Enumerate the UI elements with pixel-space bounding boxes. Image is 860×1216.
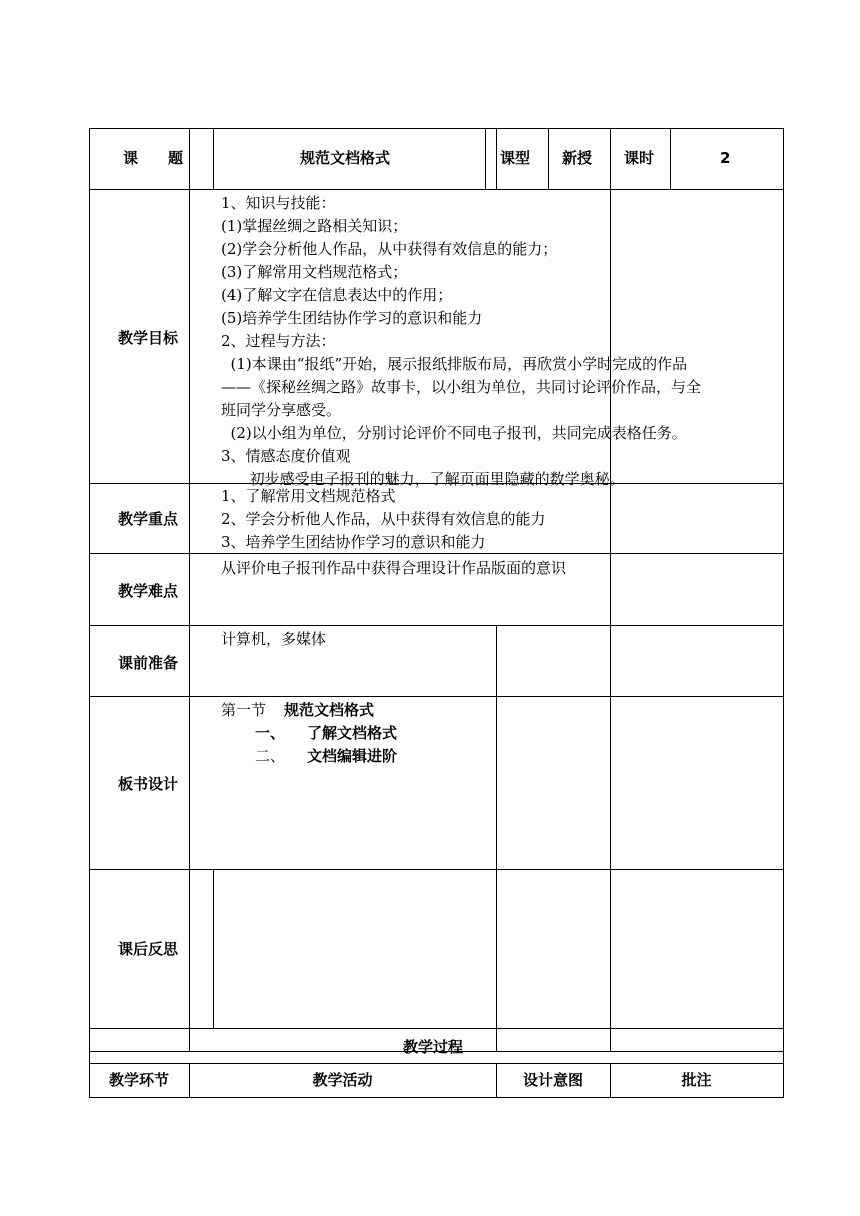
col-divider — [610, 128, 611, 1051]
process-col-activity: 教学活动 — [312, 1071, 373, 1089]
objective-line: 1、知识与技能： — [221, 194, 336, 212]
objective-line: ——《探秘丝绸之路》故事卡，以小组为单位，共同讨论评价作品，与全 — [221, 378, 702, 396]
objective-line: (3)了解常用文档规范格式； — [221, 263, 408, 281]
col-divider — [548, 128, 549, 190]
objective-line: (2)以小组为单位，分别讨论评价不同电子报刊，共同完成表格任务。 — [221, 424, 687, 442]
key-point-line: 3、培养学生团结协作学习的意识和能力 — [221, 533, 486, 551]
objective-line: (4)了解文字在信息表达中的作用； — [221, 286, 453, 304]
objective-line: 2、过程与方法： — [221, 332, 336, 350]
col-divider — [189, 128, 190, 1051]
row-divider — [89, 625, 784, 626]
table-border-bottom — [89, 1097, 784, 1098]
topic-title: 规范文档格式 — [300, 149, 391, 167]
row-divider — [89, 1063, 784, 1064]
lesson-type-value: 新授 — [562, 149, 593, 167]
class-hours-label: 课时 — [624, 149, 655, 167]
objectives-label: 教学目标 — [118, 329, 179, 347]
lesson-type-label: 课型 — [500, 149, 531, 167]
row-divider — [89, 696, 784, 697]
class-hours-value: 2 — [720, 149, 731, 167]
board-item-number: 二、 — [255, 747, 286, 765]
preparation-text: 计算机，多媒体 — [221, 630, 327, 648]
board-design-label: 板书设计 — [118, 775, 179, 793]
board-heading-prefix: 第一节 — [221, 701, 267, 719]
col-divider — [496, 625, 497, 1051]
row-divider — [89, 869, 784, 870]
process-title: 教学过程 — [403, 1038, 464, 1056]
board-item-number: 一、 — [255, 724, 286, 742]
preparation-label: 课前准备 — [118, 654, 179, 672]
table-border-top — [89, 128, 784, 129]
process-col-notes: 批注 — [681, 1071, 712, 1089]
col-divider — [485, 128, 486, 190]
objective-line: (1)本课由“报纸”开始，展示报纸排版布局，再欣赏小学时完成的作品 — [221, 355, 688, 373]
col-divider — [213, 128, 214, 190]
process-col-intent: 设计意图 — [522, 1071, 583, 1089]
reflection-label: 课后反思 — [118, 940, 179, 958]
process-col-stage: 教学环节 — [108, 1071, 169, 1089]
difficulties-label: 教学难点 — [118, 582, 179, 600]
table-border-right — [783, 128, 784, 1098]
col-divider — [496, 128, 497, 190]
objective-line: 班同学分享感受。 — [221, 401, 342, 419]
row-divider — [89, 189, 784, 190]
topic-label: 课 题 — [123, 149, 184, 167]
objective-line: 初步感受电子报刊的魅力，了解页面里隐藏的数学奥秘。 — [221, 470, 625, 488]
board-item-text: 文档编辑进阶 — [307, 747, 398, 765]
col-divider — [670, 128, 671, 190]
objective-line: (1)掌握丝绸之路相关知识； — [221, 217, 408, 235]
objective-line: (2)学会分析他人作品，从中获得有效信息的能力； — [221, 240, 558, 258]
objective-line: 3、情感态度价值观 — [221, 447, 351, 465]
row-divider — [89, 1028, 784, 1029]
board-item-text: 了解文档格式 — [307, 724, 398, 742]
col-divider — [213, 869, 214, 1029]
key-point-line: 2、学会分析他人作品，从中获得有效信息的能力 — [221, 510, 546, 528]
key-point-line: 1、了解常用文档规范格式 — [221, 487, 396, 505]
difficulties-text: 从评价电子报刊作品中获得合理设计作品版面的意识 — [221, 559, 567, 577]
table-border-left — [89, 128, 90, 1098]
key-points-label: 教学重点 — [118, 510, 179, 528]
board-heading-title: 规范文档格式 — [284, 701, 375, 719]
objective-line: (5)培养学生团结协作学习的意识和能力 — [221, 309, 483, 327]
